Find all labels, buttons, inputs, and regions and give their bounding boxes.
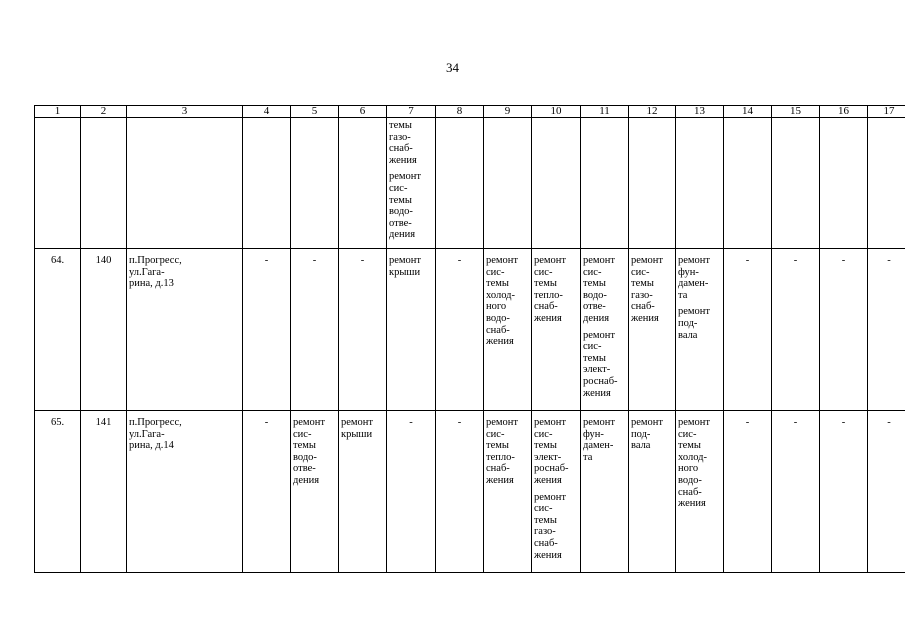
table-cell bbox=[484, 118, 532, 249]
table-cell bbox=[387, 411, 436, 573]
table-cell bbox=[629, 411, 676, 573]
table-cell bbox=[868, 249, 905, 411]
table-cell bbox=[484, 249, 532, 411]
column-header: 5 bbox=[291, 106, 339, 118]
cell-text: 140 bbox=[95, 255, 112, 266]
column-header: 1 bbox=[35, 106, 81, 118]
table-cell bbox=[243, 411, 291, 573]
table-row bbox=[35, 411, 905, 573]
cell-text: ремонт сис- темы водо- отве- дения bbox=[389, 171, 422, 241]
table-cell bbox=[772, 411, 820, 573]
table-cell bbox=[81, 411, 127, 573]
cell-text: - bbox=[745, 417, 750, 428]
cell-text: ремонт крыши bbox=[389, 255, 422, 278]
header-row bbox=[35, 106, 905, 118]
table-cell bbox=[436, 249, 484, 411]
cell-text: ремонт под- вала bbox=[631, 417, 664, 452]
table-cell bbox=[339, 249, 387, 411]
table-cell bbox=[35, 411, 81, 573]
cell-text: - bbox=[841, 417, 846, 428]
cell-text: 65. bbox=[50, 417, 65, 428]
cell-text: ремонт сис- темы водо- отве- дения bbox=[293, 417, 326, 486]
table-cell bbox=[35, 118, 81, 249]
table-cell bbox=[772, 118, 820, 249]
cell-text: ремонт сис- темы элект- роснаб- жения bbox=[534, 417, 569, 486]
cell-text: ремонт сис- темы холод- ного водо- снаб- жения bbox=[678, 417, 711, 510]
column-header: 10 bbox=[532, 106, 581, 118]
cell-text: - bbox=[745, 255, 750, 266]
table-cell bbox=[127, 411, 243, 573]
table-cell bbox=[772, 249, 820, 411]
cell-text: - bbox=[793, 417, 798, 428]
cell-text: - bbox=[409, 417, 413, 428]
column-header: 11 bbox=[581, 106, 629, 118]
table-cell bbox=[676, 411, 724, 573]
column-header: 7 bbox=[387, 106, 436, 118]
column-header: 4 bbox=[243, 106, 291, 118]
page-number: 34 bbox=[446, 60, 459, 75]
column-header: 12 bbox=[629, 106, 676, 118]
column-header: 8 bbox=[436, 106, 484, 118]
column-header: 15 bbox=[772, 106, 820, 118]
cell-text: ремонт фун- дамен- та bbox=[678, 255, 711, 301]
cell-text: - bbox=[360, 255, 365, 266]
table-cell bbox=[243, 118, 291, 249]
table-cell bbox=[291, 249, 339, 411]
table-cell bbox=[676, 249, 724, 411]
table-cell bbox=[484, 411, 532, 573]
table-cell bbox=[676, 118, 724, 249]
table-cell bbox=[243, 249, 291, 411]
cell-text: - bbox=[264, 417, 269, 428]
table-cell bbox=[532, 249, 581, 411]
table-cell bbox=[35, 249, 81, 411]
column-header: 9 bbox=[484, 106, 532, 118]
table-cell bbox=[629, 249, 676, 411]
table-cell bbox=[532, 118, 581, 249]
column-header: 16 bbox=[820, 106, 868, 118]
table-cell bbox=[820, 249, 868, 411]
column-header: 3 bbox=[127, 106, 243, 118]
table-cell bbox=[387, 118, 436, 249]
table-cell bbox=[581, 118, 629, 249]
cell-text: ремонт сис- темы газо- снаб- жения bbox=[534, 491, 567, 561]
table-cell bbox=[291, 411, 339, 573]
column-header: 14 bbox=[724, 106, 772, 118]
cell-text: ремонт сис- темы элект- роснаб- жения bbox=[583, 329, 618, 399]
column-header: 17 bbox=[868, 106, 905, 118]
cell-text: п.Прогресс, ул.Гага- рина, д.13 bbox=[129, 255, 182, 290]
cell-text: ремонт крыши bbox=[341, 417, 374, 440]
cell-text: - bbox=[312, 255, 317, 266]
cell-text: темы газо- снаб- жения bbox=[389, 120, 417, 166]
table-cell bbox=[629, 118, 676, 249]
table-cell bbox=[339, 118, 387, 249]
table-cell bbox=[820, 411, 868, 573]
table-row bbox=[35, 118, 905, 249]
table-cell bbox=[291, 118, 339, 249]
table-cell bbox=[724, 118, 772, 249]
table-cell bbox=[724, 249, 772, 411]
cell-text: - bbox=[841, 255, 846, 266]
table-cell bbox=[820, 118, 868, 249]
table-row bbox=[35, 249, 905, 411]
cell-text: ремонт сис- темы газо- снаб- жения bbox=[631, 255, 664, 324]
table-cell bbox=[868, 411, 905, 573]
table-cell bbox=[81, 118, 127, 249]
table-cell bbox=[581, 249, 629, 411]
table-cell bbox=[81, 249, 127, 411]
cell-text: - bbox=[793, 255, 798, 266]
cell-text: ремонт фун- дамен- та bbox=[583, 417, 616, 463]
cell-text: - bbox=[264, 255, 269, 266]
cell-text: - bbox=[887, 417, 891, 428]
cell-text: ремонт сис- темы холод- ного водо- снаб- жения bbox=[486, 255, 519, 348]
table-cell bbox=[868, 118, 905, 249]
table-cell bbox=[127, 118, 243, 249]
cell-text: ремонт сис- темы тепло- снаб- жения bbox=[486, 417, 519, 486]
table-cell bbox=[387, 249, 436, 411]
cell-text: - bbox=[457, 417, 462, 428]
cell-text: ремонт сис- темы тепло- снаб- жения bbox=[534, 255, 567, 324]
column-header: 6 bbox=[339, 106, 387, 118]
cell-text: - bbox=[457, 255, 462, 266]
cell-text: ремонт сис- темы водо- отве- дения bbox=[583, 255, 616, 324]
column-header: 2 bbox=[81, 106, 127, 118]
table-cell bbox=[581, 411, 629, 573]
table-cell bbox=[724, 411, 772, 573]
table-cell bbox=[436, 411, 484, 573]
column-header: 13 bbox=[676, 106, 724, 118]
cell-text: ремонт под- вала bbox=[678, 306, 711, 341]
table-cell bbox=[532, 411, 581, 573]
cell-text: - bbox=[887, 255, 891, 266]
cell-text: п.Прогресс, ул.Гага- рина, д.14 bbox=[129, 417, 182, 452]
cell-text: 141 bbox=[95, 417, 112, 428]
table-cell bbox=[436, 118, 484, 249]
table-cell bbox=[339, 411, 387, 573]
table-cell bbox=[127, 249, 243, 411]
cell-text: 64. bbox=[50, 255, 65, 266]
repair-schedule-table bbox=[34, 105, 905, 573]
